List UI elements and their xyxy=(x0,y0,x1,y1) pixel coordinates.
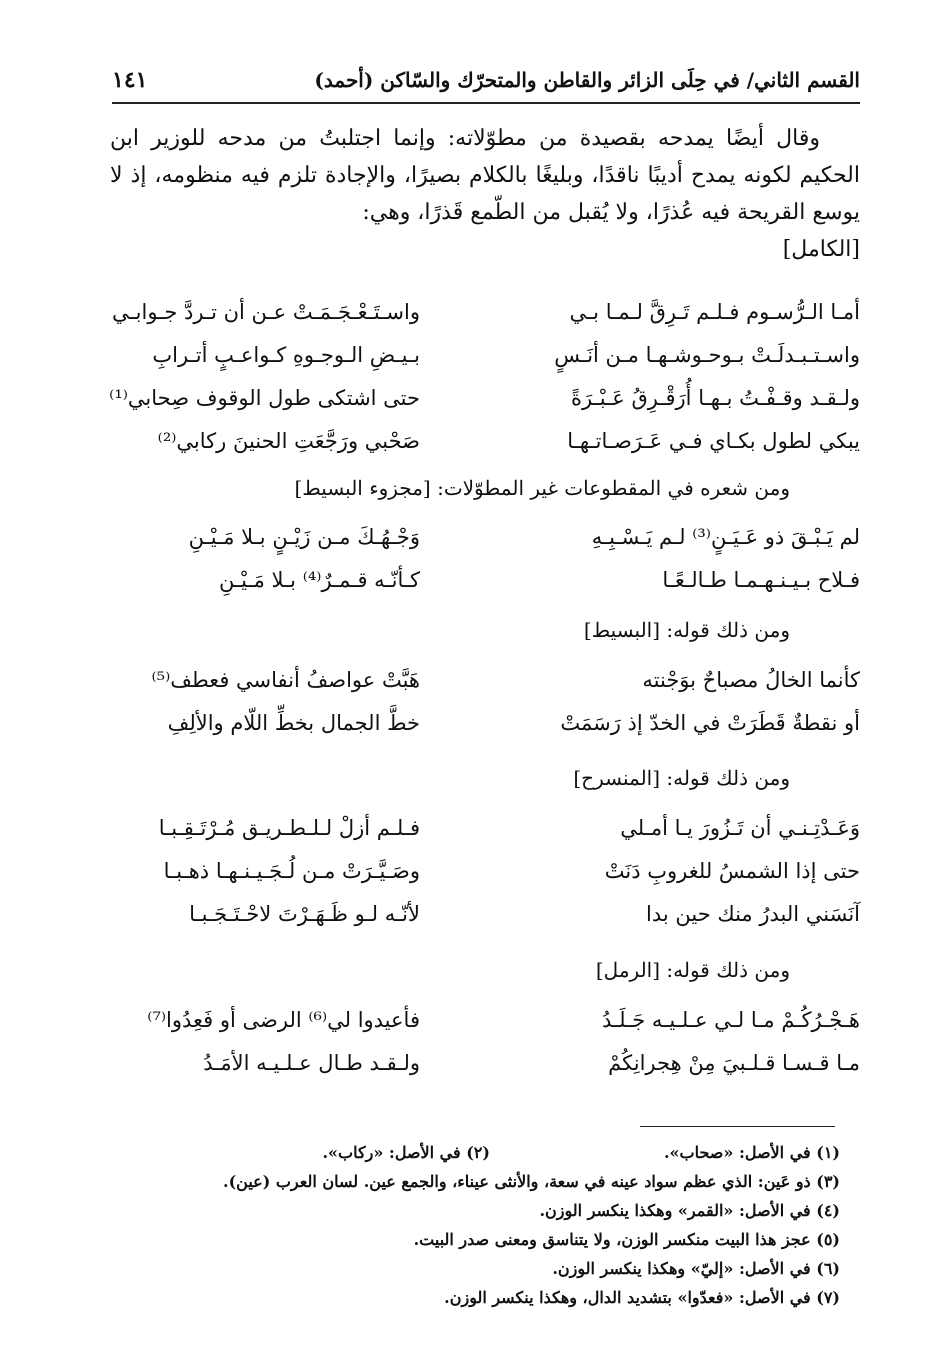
poem-basit xyxy=(110,658,860,744)
footnote-3: (٣) ذو عَين: الذي عظم سواد عينه في سعة، والأنثى عيناء، والجمع عين. لسان العرب (عين). xyxy=(223,1172,840,1191)
hemistich-first: أمـا الـرُّسـوم فـلـم تَـرِقَّ لـمـا بـي xyxy=(569,299,860,324)
page-number: ١٤١ xyxy=(112,67,148,93)
verse-line xyxy=(110,558,860,601)
hemistich-first: يبكي لطول بكـاي فـي عَـرَصـاتـهـا xyxy=(567,428,860,453)
hemistich-first: ولـقـد وقـفْـتُ بـهـا أُرَقْـرِقُ عَـبْـرَةً xyxy=(571,385,860,410)
paragraph-text: وقال أيضًا يمدحه بقصيدة من مطوّلاته: وإنما اجتلبتُ من مدحه للوزير ابن الحكيم لكونه يمدح أديبًا ناقدًا، وبليغًا بالكلام بصيرًا، والإجادة تلزم فيه منظومه، إذ لا يوسع القريحة فيه عُذرًا، ولا يُقبل من الطّمع قَذرًا، وهي: xyxy=(110,126,860,225)
running-title: القسم الثاني/ في حِلَى الزائر والقاطن والمتحرّك والسّاكن (أحمد) xyxy=(314,68,860,92)
section-intro: ومن ذلك قوله: [البسيط] xyxy=(583,618,790,642)
hemistich-second: ولـقـد طـال عـلـيـه الأمَـدُ xyxy=(203,1050,420,1075)
hemistich-second: واسـتَـعْـجَـمَـتْ عـن أن تـردَّ جـوابـي xyxy=(112,299,420,324)
hemistich-second: بـيـضِ الـوجـوهِ كـواعـبٍ أتـرابِ xyxy=(152,342,420,367)
hemistich-second: فـلـم أزلْ لـلـطـريـق مُـرْتَـقِـبـا xyxy=(158,815,420,840)
footnote-1: (١) في الأصل: «صحاب». xyxy=(663,1143,840,1162)
verse-line xyxy=(110,333,860,376)
meter-label: [الكامل] xyxy=(782,237,860,262)
footnote-6: (٦) في الأصل: «إليّ» وهكذا ينكسر الوزن. xyxy=(552,1259,840,1278)
hemistich-second: صَحْبي ورَجَّعَتِ الحنينَ ركابي⁽²⁾ xyxy=(157,428,420,453)
hemistich-second: هَبَّتْ عواصفُ أنفاسي فعطف⁽⁵⁾ xyxy=(151,667,420,692)
verse-line xyxy=(110,290,860,333)
footnote-5: (٥) عجز هذا البيت منكسر الوزن، ولا يتناسق ومعنى صدر البيت. xyxy=(413,1230,840,1249)
hemistich-second: لأنّـه لـو ظَـهَـرْتَ لاحْـتَـجَـبـا xyxy=(189,901,420,926)
verse-line xyxy=(110,1041,860,1084)
hemistich-second: وَجْـهُـكَ مـن زَيْـنٍ بـلا مَـيْـنِ xyxy=(188,524,420,549)
footnote-divider xyxy=(640,1126,835,1127)
intro-paragraph xyxy=(110,120,860,268)
hemistich-second: خطَّ الجمال بخطِّ اللّام والألِفِ xyxy=(167,710,420,735)
section-intro: ومن ذلك قوله: [الرمل] xyxy=(595,958,790,982)
hemistich-first: وَعَـدْتِـنـي أن تَـزُورَ يـا أمـلي xyxy=(620,815,860,840)
verse-line xyxy=(110,515,860,558)
hemistich-first: آنَسَني البدرُ منك حين بدا xyxy=(646,901,860,926)
page-header xyxy=(112,58,860,104)
hemistich-first: أو نقطةٌ قَطَرَتْ في الخدّ إذ رَسَمَتْ xyxy=(560,710,860,735)
verse-line xyxy=(110,849,860,892)
hemistich-first: واسـتـبـدلَـتْ بـوحـوشـهـا مـن أنَـسٍ xyxy=(554,342,860,367)
verse-line xyxy=(110,658,860,701)
poem-majzu-basit xyxy=(110,515,860,601)
verse-line xyxy=(110,701,860,744)
section-intro: ومن شعره في المقطوعات غير المطوّلات: [مجزوء البسيط] xyxy=(294,476,790,500)
verse-line xyxy=(110,419,860,462)
hemistich-first: كأنما الخالُ مصباحٌ بوَجْنته xyxy=(642,667,860,692)
hemistich-second: وصَـيَّـرَتْ مـن لُـجَـيـنـهـا ذهـبـا xyxy=(163,858,420,883)
hemistich-first: حتى إذا الشمسُ للغروبِ دَنَتْ xyxy=(604,858,860,883)
hemistich-second: حتى اشتكى طول الوقوف صِحابي⁽¹⁾ xyxy=(109,385,420,410)
verse-line xyxy=(110,892,860,935)
poem-kamil xyxy=(110,290,860,462)
footnotes xyxy=(110,1138,840,1312)
footnote-2: (٢) في الأصل: «ركاب». xyxy=(322,1143,490,1162)
poem-ramal xyxy=(110,998,860,1084)
hemistich-first: فـلاح بـيـنـهـمـا طـالـعًـا xyxy=(662,567,860,592)
hemistich-second: كـأنّـه قـمـرٌ⁽⁴⁾ بـلا مَـيْـنِ xyxy=(218,567,420,592)
hemistich-second: فأعيدوا لي⁽⁶⁾ الرضى أو فَعِدُوا⁽⁷⁾ xyxy=(147,1007,420,1032)
verse-line xyxy=(110,998,860,1041)
hemistich-first: هَـجْـرُكُـمْ مـا لـي عـلـيـه جَـلَـدُ xyxy=(602,1007,860,1032)
section-intro: ومن ذلك قوله: [المنسرح] xyxy=(573,766,790,790)
footnote-7: (٧) في الأصل: «فعدّوا» بتشديد الدال، وهكذا ينكسر الوزن. xyxy=(444,1288,840,1307)
footnote-row xyxy=(110,1138,840,1167)
footnote-4: (٤) في الأصل: «القمر» وهكذا ينكسر الوزن. xyxy=(539,1201,840,1220)
verse-line xyxy=(110,806,860,849)
poem-munsarih xyxy=(110,806,860,935)
hemistich-first: لم يَـبْـقَ ذو عَـيَـنٍ⁽³⁾ لـم يَـسْـبِـهِ xyxy=(591,524,860,549)
hemistich-first: مـا قـسـا قـلـبيَ مِنْ هِجرانِكُمْ xyxy=(608,1050,860,1075)
verse-line xyxy=(110,376,860,419)
